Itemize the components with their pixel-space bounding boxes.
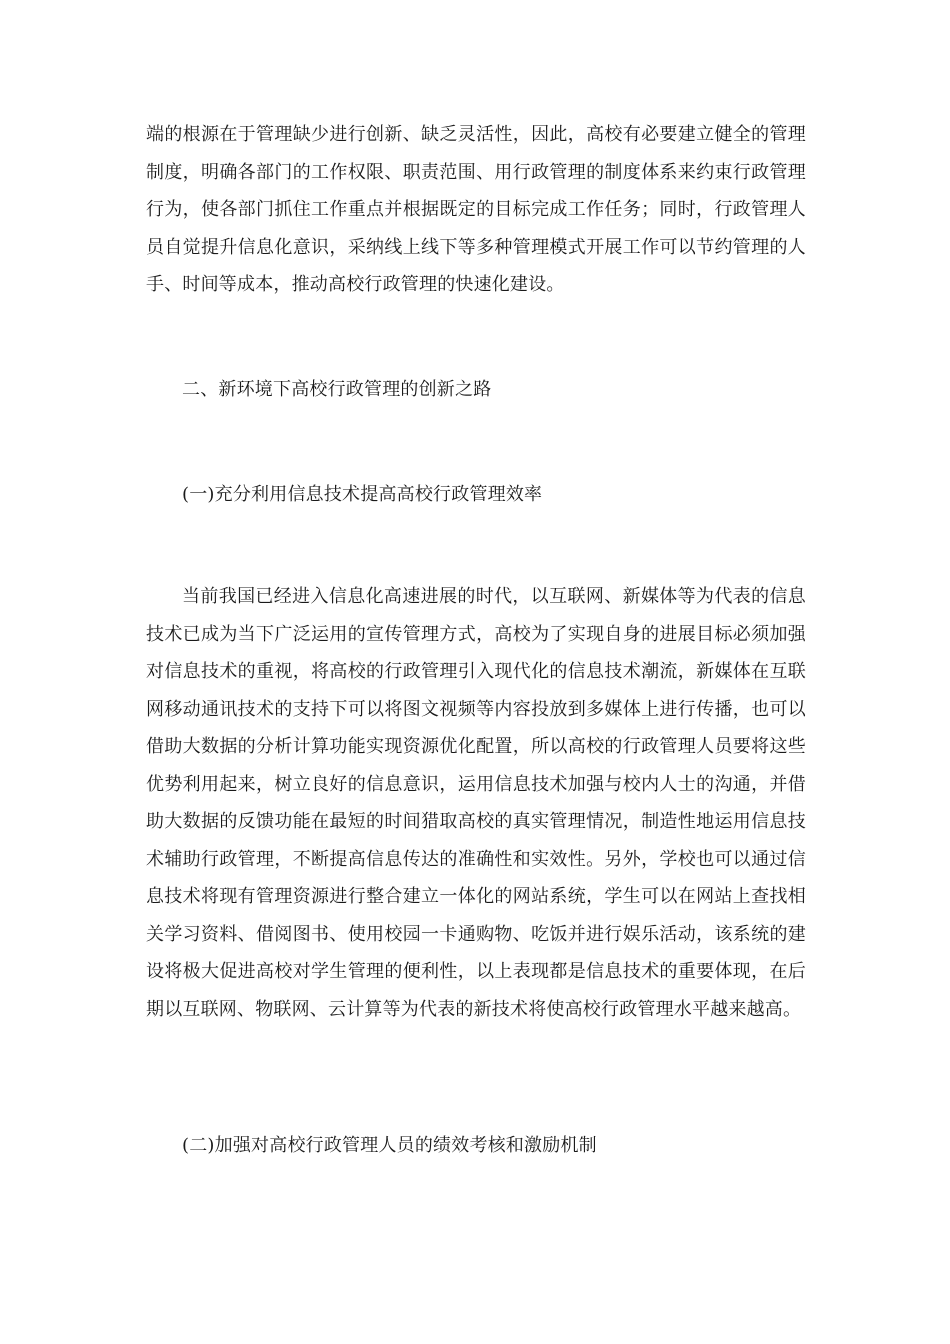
section-heading: 二、新环境下高校行政管理的创新之路 bbox=[182, 379, 492, 400]
intro-paragraph: 端的根源在于管理缺少进行创新、缺乏灵活性，因此，高校有必要建立健全的管理制度，明确各部门的工作权限、职责范围、用行政管理的制度体系来约束行政管理行为，使各部门抓住工作重点并根据既定的目标完成工作任务；同时，行政管理人员自觉提升信息化意识，采纳线上线下等多种管理模式开展工作可以节约管理的人手、时间等成本，推动高校行政管理的快速化建设。 bbox=[146, 124, 806, 295]
body-paragraph: 当前我国已经进入信息化高速进展的时代，以互联网、新媒体等为代表的信息技术已成为当下广泛运用的宣传管理方式，高校为了实现自身的进展目标必须加强对信息技术的重视，将高校的行政管理引入现代化的信息技术潮流，新媒体在互联网移动通讯技术的支持下可以将图文视频等内容投放到多媒体上进行传播，也可以借助大数据的分析计算功能实现资源优化配置，所以高校的行政管理人员要将这些优势利用起来，树立良好的信息意识，运用信息技术加强与校内人士的沟通，并借助大数据的反馈功能在最短的时间猎取高校的真实管理情况，制造性地运用信息技术辅助行政管理，不断提高信息传达的准确性和实效性。另外，学校也可以通过信息技术将现有管理资源进行整合建立一体化的网站系统，学生可以在网站上查找相关学习资料、借阅图书、使用校园一卡通购物、吃饭并进行娱乐活动，该系统的建设将极大促进高校对学生管理的便利性，以上表现都是信息技术的重要体现，在后期以互联网、物联网、云计算等为代表的新技术将使高校行政管理水平越来越高。 bbox=[146, 586, 806, 1020]
subheading-1: (一)充分利用信息技术提高高校行政管理效率 bbox=[182, 484, 543, 505]
subheading-2: (二)加强对高校行政管理人员的绩效考核和激励机制 bbox=[182, 1135, 597, 1156]
